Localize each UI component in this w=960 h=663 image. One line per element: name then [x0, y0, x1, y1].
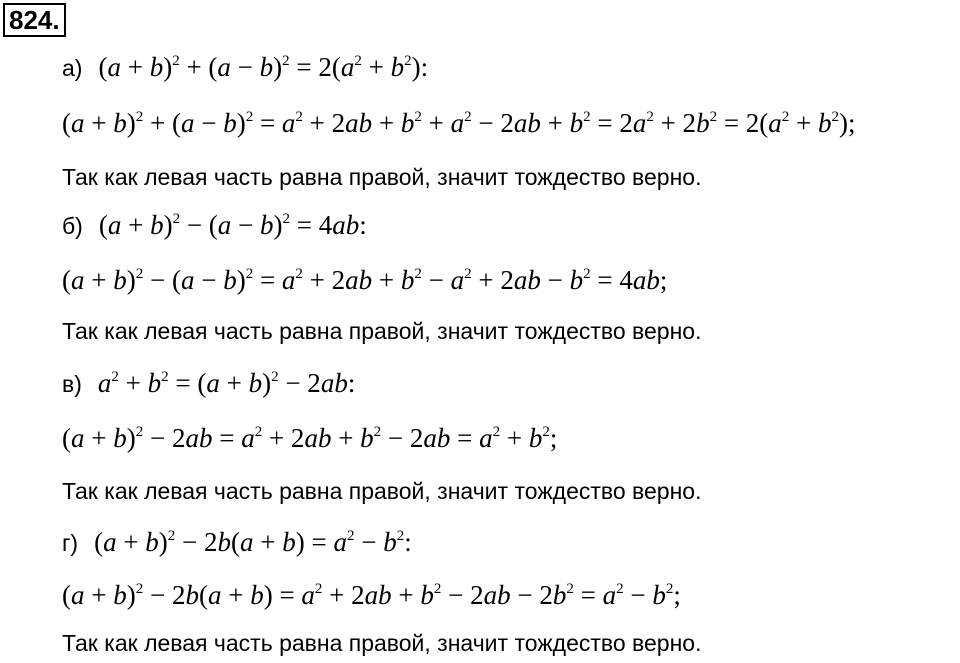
conclusion-text: Так как левая часть равна правой, значит тождество верно. — [62, 164, 702, 190]
identity-formula: $(a + b)^2 - 2b(a + b) = a^2 - b^2$: — [94, 527, 412, 557]
conclusion-text: Так как левая часть равна правой, значит тождество верно. — [62, 318, 702, 344]
part-c-proof: $(a + b)^2 - 2ab = a^2 + 2ab + b^2 - 2ab = a^2 + b^2$; — [62, 423, 558, 453]
part-label: б) — [62, 213, 83, 239]
part-label: а) — [62, 55, 83, 81]
conclusion-text: Так как левая часть равна правой, значит тождество верно. — [62, 630, 702, 656]
part-a-identity — [62, 52, 428, 83]
part-b-identity — [62, 210, 367, 241]
problem-number: 824. — [3, 3, 66, 37]
identity-formula: $(a + b)^2 + (a - b)^2 = 2(a^2 + b^2)$: — [98, 52, 429, 82]
part-c-identity — [62, 368, 355, 399]
identity-formula: $(a + b)^2 - (a - b)^2 = 4ab$: — [98, 210, 367, 240]
part-d-proof: $(a + b)^2 - 2b(a + b) = a^2 + 2ab + b^2 - 2ab - 2b^2 = a^2 - b^2$; — [62, 580, 681, 610]
part-b-proof: $(a + b)^2 - (a - b)^2 = a^2 + 2ab + b^2 - a^2 + 2ab - b^2 = 4ab$; — [62, 265, 668, 295]
part-a-proof: $(a + b)^2 + (a - b)^2 = a^2 + 2ab + b^2 + a^2 - 2ab + b^2 = 2a^2 + 2b^2 = 2(a^2 + b^2)$; — [62, 108, 856, 138]
conclusion-text: Так как левая часть равна правой, значит тождество верно. — [62, 478, 702, 504]
identity-formula: $a^2 + b^2 = (a + b)^2 - 2ab$: — [97, 368, 356, 398]
part-d-identity — [62, 527, 412, 558]
part-label: в) — [62, 371, 82, 397]
part-label: г) — [62, 530, 79, 556]
